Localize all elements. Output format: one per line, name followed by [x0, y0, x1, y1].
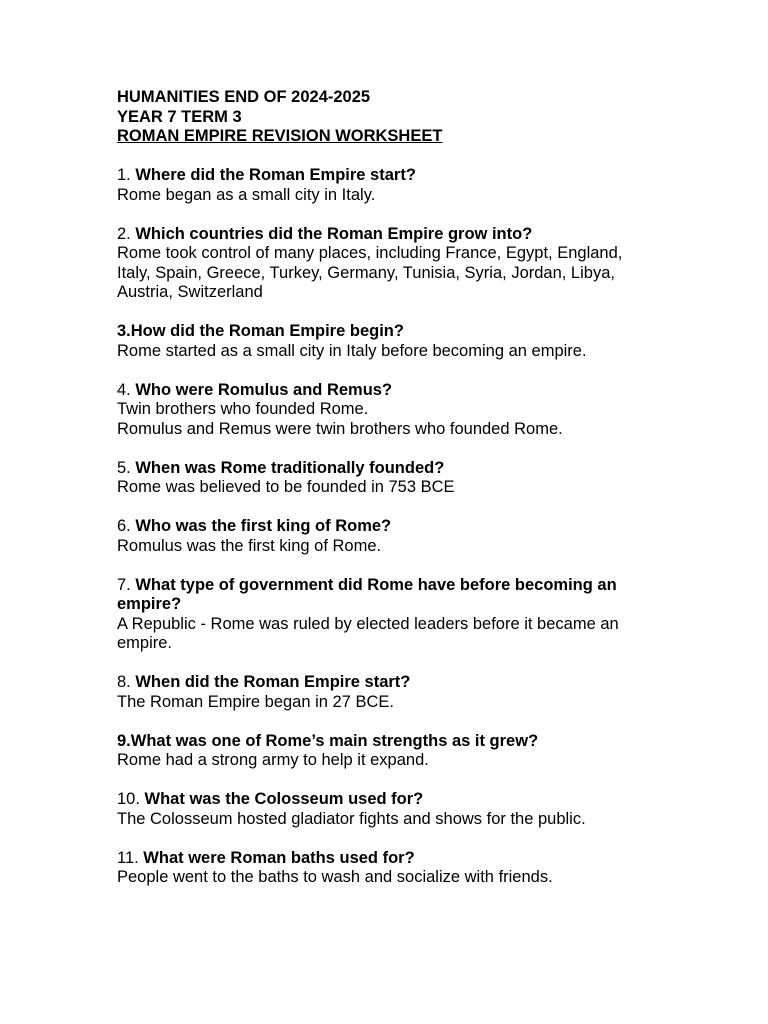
spacer — [117, 361, 657, 381]
answer-text: Rome started as a small city in Italy before becoming an empire. — [117, 341, 587, 360]
question-number: 1. — [117, 166, 136, 184]
question-block-10 — [117, 790, 657, 829]
question-text: When did the Roman Empire start? — [135, 673, 411, 691]
question-text: What was the Colosseum used for? — [144, 790, 424, 808]
answer-text: Romulus and Remus were twin brothers who founded Rome. — [117, 419, 563, 438]
question-block-7 — [117, 576, 657, 654]
question-text: Which countries did the Roman Empire grow into? — [135, 224, 533, 243]
question-line — [117, 459, 657, 479]
worksheet-title: ROMAN EMPIRE REVISION WORKSHEET — [117, 127, 443, 145]
question-block-5 — [117, 459, 657, 498]
spacer — [117, 712, 657, 732]
answer-text: Rome was believed to be founded in 753 BCE — [117, 478, 455, 496]
question-number: 11. — [117, 848, 144, 867]
question-line — [117, 849, 657, 869]
question-number: 9. — [117, 731, 131, 750]
question-block-9 — [117, 732, 657, 771]
question-block-6 — [117, 517, 657, 556]
question-number: 3. — [117, 322, 131, 340]
question-number: 4. — [117, 380, 136, 399]
question-text: What were Roman baths used for? — [143, 848, 415, 867]
question-line — [117, 517, 657, 537]
question-line — [117, 322, 657, 342]
spacer — [117, 205, 657, 225]
spacer — [117, 829, 657, 849]
header-year-term: YEAR 7 TERM 3 — [117, 107, 242, 126]
answer-text: Rome had a strong army to help it expand. — [117, 751, 429, 769]
worksheet-page — [117, 88, 657, 888]
question-number: 5. — [117, 458, 136, 477]
answer-text: The Roman Empire began in 27 BCE. — [117, 692, 394, 711]
question-block-2 — [117, 225, 657, 303]
question-text: How did the Roman Empire begin? — [130, 322, 404, 340]
spacer — [117, 439, 657, 459]
answer-text: Rome took control of many places, including France, Egypt, England, Italy, Spain, Greece, Turkey, Germany, Tunisia, Syria, Jordan, Libya, Austria, Switzerland — [117, 244, 623, 301]
question-text: What type of government did Rome have before becoming an empire? — [117, 575, 617, 613]
question-line — [117, 732, 657, 752]
answer-text: Romulus was the first king of Rome. — [117, 536, 382, 555]
question-block-4 — [117, 381, 657, 440]
question-line — [117, 576, 657, 615]
spacer — [117, 147, 657, 167]
question-text: When was Rome traditionally founded? — [135, 458, 445, 477]
question-line — [117, 225, 657, 245]
spacer — [117, 498, 657, 518]
question-number: 7. — [117, 575, 136, 594]
question-block-8 — [117, 673, 657, 712]
worksheet-header — [117, 88, 657, 147]
question-block-1 — [117, 166, 657, 205]
spacer — [117, 654, 657, 674]
question-block-3 — [117, 322, 657, 361]
answer-text: People went to the baths to wash and socialize with friends. — [117, 868, 553, 886]
question-line — [117, 166, 657, 186]
spacer — [117, 303, 657, 323]
answer-text: Rome began as a small city in Italy. — [117, 185, 376, 204]
answer-text: A Republic - Rome was ruled by elected leaders before it became an empire. — [117, 614, 619, 652]
question-number: 10. — [117, 790, 145, 808]
question-line — [117, 381, 657, 401]
question-text: Where did the Roman Empire start? — [135, 166, 416, 184]
question-number: 6. — [117, 517, 136, 535]
question-number: 8. — [117, 673, 136, 691]
question-text: What was one of Rome’s main strengths as it grew? — [130, 731, 539, 750]
header-title: HUMANITIES END OF 2024-2025 — [117, 88, 371, 106]
spacer — [117, 771, 657, 791]
answer-text: The Colosseum hosted gladiator fights and shows for the public. — [117, 809, 586, 828]
question-text: Who were Romulus and Remus? — [135, 380, 393, 399]
question-line — [117, 790, 657, 810]
question-block-11 — [117, 849, 657, 888]
question-number: 2. — [117, 224, 136, 243]
question-line — [117, 673, 657, 693]
question-text: Who was the first king of Rome? — [135, 517, 392, 535]
answer-text: Twin brothers who founded Rome. — [117, 400, 369, 418]
spacer — [117, 556, 657, 576]
